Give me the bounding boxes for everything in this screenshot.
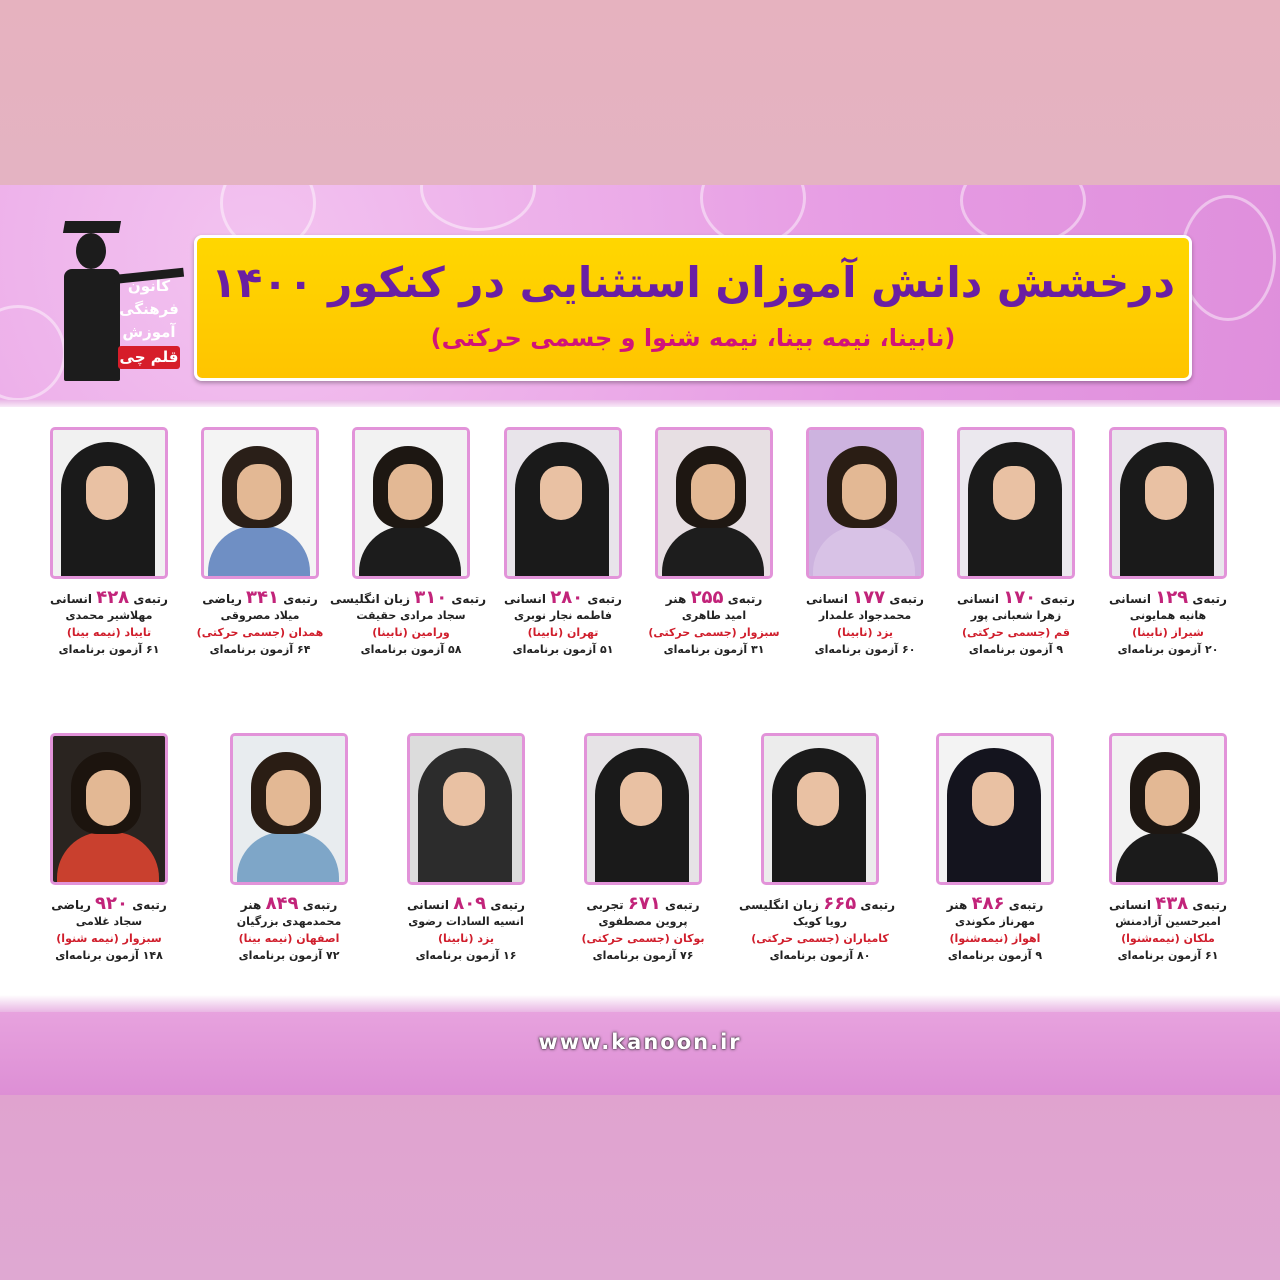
logo-line: قلم چی: [118, 346, 180, 369]
student-photo: [1109, 733, 1227, 885]
student-name: انسیه السادات رضوی: [408, 915, 524, 928]
rank-label: رتبه‌ی: [451, 592, 486, 606]
rank-number: ۲۸۰: [550, 587, 584, 608]
student-name: رویا کویک: [793, 915, 847, 928]
page-subtitle: (نابینا، نیمه بینا، نیمه شنوا و جسمی حرکتی): [430, 324, 956, 352]
students-panel: [0, 407, 1280, 995]
student-card: [920, 733, 1070, 962]
rank-line: [738, 893, 895, 914]
kanoon-logo: [40, 203, 190, 393]
exam-count: ۹ آزمون برنامه‌ای: [947, 949, 1043, 962]
exam-count: ۶۴ آزمون برنامه‌ای: [209, 643, 311, 656]
field-name: ریاضی: [51, 898, 91, 912]
rank-number: ۴۲۸: [96, 587, 130, 608]
student-city: ملکان (نیمه‌شنوا): [1121, 932, 1215, 945]
student-photo: [352, 427, 470, 579]
rank-number: ۹۲۰: [95, 893, 129, 914]
rank-number: ۱۷۷: [852, 587, 886, 608]
student-city: اهواز (نیمه‌شنوا): [949, 932, 1041, 945]
student-photo: [230, 733, 348, 885]
exam-count: ۳۱ آزمون برنامه‌ای: [663, 643, 765, 656]
field-name: انسانی: [1109, 592, 1152, 606]
student-name: هانیه همایونی: [1129, 609, 1207, 622]
field-name: زبان انگلیسی: [329, 592, 411, 606]
rank-line: [568, 893, 718, 914]
rank-line: [391, 893, 541, 914]
student-name: سجاد مرادی حقیقت: [356, 609, 466, 622]
field-name: انسانی: [957, 592, 1000, 606]
website-url[interactable]: www.kanoon.ir: [538, 1030, 742, 1054]
student-name: پروین مصطفوی: [598, 915, 688, 928]
exam-count: ۶۰ آزمون برنامه‌ای: [814, 643, 916, 656]
student-city: همدان (جسمی حرکتی): [196, 626, 324, 639]
student-city: بوکان (جسمی حرکتی): [581, 932, 705, 945]
exam-count: ۶۱ آزمون برنامه‌ای: [58, 643, 160, 656]
rank-label: رتبه‌ی: [283, 592, 318, 606]
student-card: [34, 733, 184, 962]
student-name: فاطمه نجار نوبری: [513, 609, 612, 622]
rank-number: ۳۴۱: [246, 587, 280, 608]
student-city: تایباد (نیمه بینا): [66, 626, 152, 639]
student-city: قم (جسمی حرکتی): [962, 626, 1070, 639]
student-city: یزد (نابینا): [437, 932, 494, 945]
student-city: تهران (نابینا): [527, 626, 599, 639]
exam-count: ۵۱ آزمون برنامه‌ای: [512, 643, 614, 656]
rank-label: رتبه‌ی: [587, 592, 622, 606]
field-name: زبان انگلیسی: [738, 898, 820, 912]
decor-swirl: [1180, 195, 1276, 321]
student-name: مهلاشیر محمدی: [65, 609, 153, 622]
rank-number: ۶۶۵: [823, 893, 857, 914]
field-name: هنر: [665, 592, 687, 606]
student-card: [185, 427, 335, 656]
student-photo: [1109, 427, 1227, 579]
exam-count: ۷۶ آزمون برنامه‌ای: [592, 949, 694, 962]
rank-label: رتبه‌ی: [860, 898, 895, 912]
student-city: کامیاران (جسمی حرکتی): [751, 932, 889, 945]
student-city: یزد (نابینا): [836, 626, 893, 639]
student-card: [941, 427, 1091, 656]
student-card: [568, 733, 718, 962]
field-name: انسانی: [407, 898, 450, 912]
rank-line: [34, 893, 184, 914]
header-banner: [0, 185, 1280, 407]
student-city: ورامین (نابینا): [372, 626, 450, 639]
rank-line: [639, 587, 789, 608]
page-title: درخشش دانش آموزان استثنایی در کنکور ۱۴۰۰: [210, 258, 1176, 307]
logo-line: کانون: [127, 277, 171, 295]
student-photo: [806, 427, 924, 579]
student-name: مهرناز مکوندی: [954, 915, 1035, 928]
student-city: سبزوار (جسمی حرکتی): [648, 626, 780, 639]
rank-line: [185, 587, 335, 608]
student-card: [488, 427, 638, 656]
rank-number: ۴۸۶: [971, 893, 1005, 914]
exam-count: ۸۰ آزمون برنامه‌ای: [769, 949, 871, 962]
student-card: [639, 427, 789, 656]
rank-number: ۲۵۵: [690, 587, 724, 608]
student-photo: [761, 733, 879, 885]
rank-number: ۸۴۹: [265, 893, 299, 914]
field-name: ریاضی: [202, 592, 242, 606]
rank-line: [214, 893, 364, 914]
student-photo: [504, 427, 622, 579]
student-card: [790, 427, 940, 656]
exam-count: ۵۸ آزمون برنامه‌ای: [360, 643, 462, 656]
rank-label: رتبه‌ی: [889, 592, 924, 606]
rank-number: ۴۳۸: [1155, 893, 1189, 914]
student-name: امید طاهری: [681, 609, 747, 622]
rank-label: رتبه‌ی: [665, 898, 700, 912]
field-name: هنر: [240, 898, 262, 912]
rank-label: رتبه‌ی: [1192, 592, 1227, 606]
student-city: سبزوار (نیمه شنوا): [56, 932, 162, 945]
student-card: [738, 733, 895, 962]
rank-label: رتبه‌ی: [132, 898, 167, 912]
rank-number: ۳۱۰: [414, 587, 448, 608]
student-name: زهرا شعبانی پور: [970, 609, 1062, 622]
exam-count: ۱۶ آزمون برنامه‌ای: [415, 949, 517, 962]
rank-number: ۶۷۱: [627, 893, 661, 914]
rank-number: ۱۷۰: [1003, 587, 1037, 608]
student-photo: [957, 427, 1075, 579]
field-name: هنر: [946, 898, 968, 912]
rank-line: [790, 587, 940, 608]
student-card: [329, 427, 486, 656]
student-city: اصفهان (نیمه بینا): [238, 932, 340, 945]
exam-count: ۱۴۸ آزمون برنامه‌ای: [55, 949, 163, 962]
rank-label: رتبه‌ی: [727, 592, 763, 606]
exam-count: ۶۱ آزمون برنامه‌ای: [1117, 949, 1219, 962]
student-name: میلاد مصروقی: [220, 609, 300, 622]
decor-swirl: [420, 185, 536, 231]
rank-line: [488, 587, 638, 608]
field-name: انسانی: [1109, 898, 1152, 912]
rank-line: [1093, 587, 1243, 608]
student-name: محمدجواد علمدار: [818, 609, 912, 622]
student-photo: [407, 733, 525, 885]
exam-count: ۲۰ آزمون برنامه‌ای: [1117, 643, 1219, 656]
logo-line: فرهنگی: [119, 300, 179, 318]
logo-line: آموزش: [122, 323, 176, 341]
student-card: [1093, 733, 1243, 962]
rank-line: [941, 587, 1091, 608]
student-city: شیراز (نابینا): [1132, 626, 1204, 639]
rank-label: رتبه‌ی: [490, 898, 525, 912]
student-card: [391, 733, 541, 962]
exam-count: ۹ آزمون برنامه‌ای: [968, 643, 1064, 656]
student-name: سجاد غلامی: [75, 915, 143, 928]
exam-count: ۷۲ آزمون برنامه‌ای: [238, 949, 340, 962]
field-name: انسانی: [806, 592, 849, 606]
poster: [0, 185, 1280, 1095]
student-photo: [655, 427, 773, 579]
student-photo: [50, 733, 168, 885]
rank-line: [329, 587, 486, 608]
student-name: محمدمهدی بزرگیان: [236, 915, 342, 928]
graduate-figure-icon: [62, 213, 122, 378]
rank-number: ۸۰۹: [453, 893, 487, 914]
rank-line: [1093, 893, 1243, 914]
logo-text: [118, 275, 180, 369]
student-photo: [936, 733, 1054, 885]
title-box: [194, 235, 1192, 381]
field-name: انسانی: [50, 592, 93, 606]
rank-label: رتبه‌ی: [1008, 898, 1044, 912]
divider: [0, 995, 1280, 1012]
field-name: انسانی: [504, 592, 547, 606]
student-photo: [584, 733, 702, 885]
footer: [0, 1012, 1280, 1095]
student-photo: [50, 427, 168, 579]
field-name: تجربی: [586, 898, 624, 912]
student-card: [214, 733, 364, 962]
student-card: [1093, 427, 1243, 656]
rank-label: رتبه‌ی: [133, 592, 168, 606]
rank-number: ۱۲۹: [1155, 587, 1189, 608]
rank-label: رتبه‌ی: [1192, 898, 1227, 912]
student-photo: [201, 427, 319, 579]
student-card: [34, 427, 184, 656]
rank-line: [920, 893, 1070, 914]
student-name: امیرحسین آزادمنش: [1115, 915, 1221, 928]
rank-label: رتبه‌ی: [302, 898, 338, 912]
rank-line: [34, 587, 184, 608]
rank-label: رتبه‌ی: [1040, 592, 1075, 606]
